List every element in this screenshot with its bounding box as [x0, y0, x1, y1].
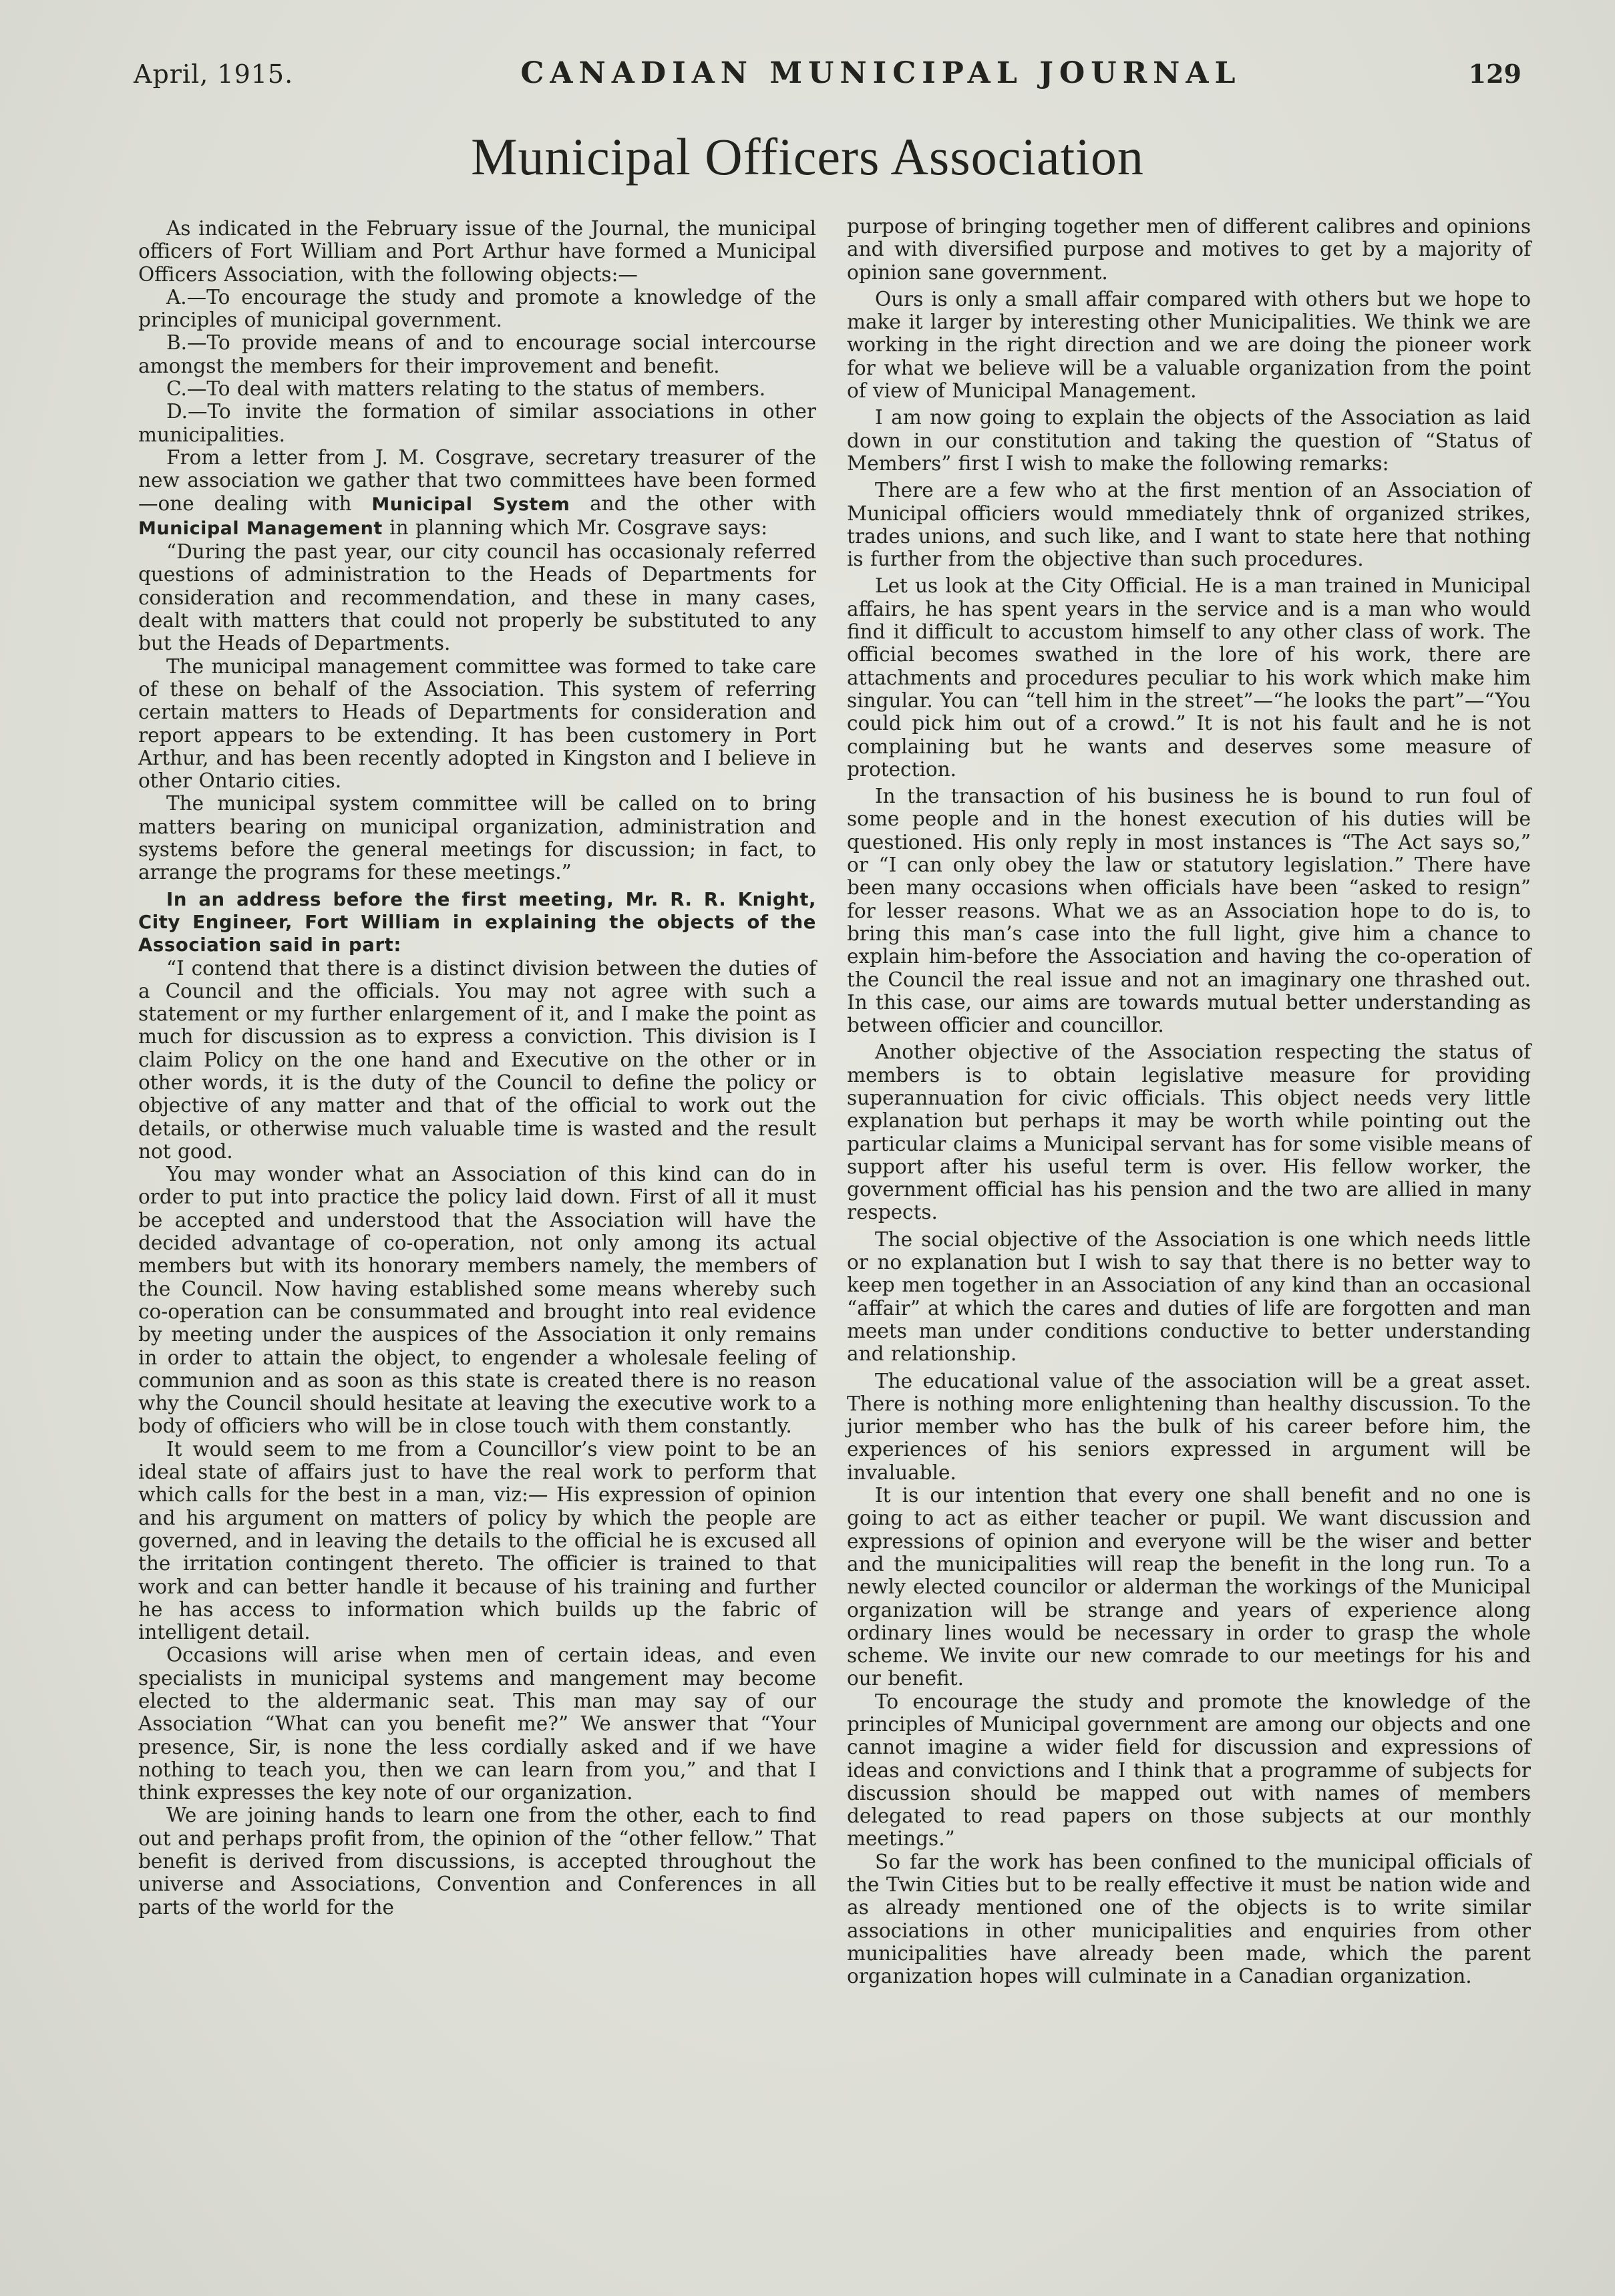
body-paragraph: Let us look at the City Official. He is a man trained in Municipal affairs, he has spent years in the service and is a man who would find it difficult to accustom himself to any other class of work. The official becomes swathed in the lore of his work, there are attachments and procedures peculiar to his work which make him singular. You can “tell him in the street”—“he looks the part”—“You could pick him out of a crowd.” It is not his fault and he is not complaining but he wants and deserves some measure of protection. [847, 574, 1531, 781]
letter-text-b: and the other with [590, 492, 816, 515]
objects-list-item: C.—To deal with matters relating to the status of members. [166, 377, 766, 401]
right-column [847, 215, 1531, 1988]
body-paragraph: The educational value of the association will be a great asset. There is nothing more enlightening than healthy discussion. To the jurior member who has the bulk of his career before him, the experiences of his seniors expressed in argument will be invaluable. [847, 1369, 1531, 1484]
body-paragraph: It would seem to me from a Councillor’s view point to be an ideal state of affairs just to have the real work to perform that which calls for the best in a man, viz:— His expression of opinion and his argument on matters of policy by which the people are governed, and in leaving the details to the official he is excused all the irritation contingent thereto. The officier is trained to that work and can better handle it because of his training and further he has access to information which builds up the fabric of intelligent detail. [138, 1437, 816, 1644]
body-paragraph: You may wonder what an Association of this kind can do in order to put into practice the policy laid down. First of all it must be accepted and understood that the Association will have the decided advantage of co-operation, not only among its actual members but with its honorary members namely, the members of the Council. Now having established some means whereby such co-operation can be consummated and brought into real evidence by meeting under the auspices of the Association it only remains in order to attain the object, to engender a wholesale feeling of communion and as soon as this state is created there is no reason why the Council should hesitate at leaving the executive work to a body of officiers who will be in close touch with them constantly. [138, 1163, 816, 1438]
left-column [138, 217, 816, 1919]
body-paragraph: I am now going to explain the objects of the Association as laid down in our constitution and taking the question of “Status of Members” first I wish to make the following remarks: [847, 406, 1531, 475]
body-paragraph: Occasions will arise when men of certain ideas, and even specialists in municipal systems and mangement may become elected to the aldermanic seat. This man may say of our Association “What can you benefit me?” We answer that “Your presence, Sir, is none the less cordially asked and if we have nothing to teach you, then we can learn from you,” and that I think expresses the key note of our organization. [138, 1644, 816, 1804]
body-paragraph: The social objective of the Association is one which needs little or no explanation but I wish to say that there is no better way to keep men together in an Association of any kind than an occasional “affair” at which the cares and duties of life are forgotten and man meets man under conditions conductive to better understanding and relationship. [847, 1227, 1531, 1366]
body-paragraph: There are a few who at the first mention of an Association of Municipal officiers would mmediately thnk of organized strikes, trades unions, and such like, and I want to state here that nothing is further from the objective than such procedures. [847, 479, 1531, 571]
journal-name: CANADIAN MUNICIPAL JOURNAL [520, 56, 1242, 90]
intro-paragraph: As indicated in the February issue of the Journal, the municipal officers of Fort William and Port Arthur have formed a Municipal Officers Association, with the following objects:— [138, 217, 816, 286]
body-paragraph: In the transaction of his business he is bound to run foul of some people and in the honest execution of his duties will be questioned. His only reply in most instances is “The Act says so,” or “I can only obey the law or statutory legislation.” There have been many occasions when officials have been “asked to resign” for lesser reasons. What we as an Association hope to do is, to bring this man’s case into the full light, give him a chance to explain him-before the Association and having the co-operation of the Council the real issue and not an imaginary one thrashed out. In this case, our aims are towards mutual better understanding as between officier and councillor. [847, 785, 1531, 1037]
knight-intro-paragraph: In an address before the first meeting, Mr. R. R. Knight, City Engineer, Fort William in explaining the objects of the Association said in part: [138, 888, 816, 956]
body-paragraph: The municipal system committee will be called on to bring matters bearing on municipal organization, administration and systems before the general meetings for discussion; in fact, to arrange the programs for these meetings.” [138, 792, 816, 884]
body-paragraph: We are joining hands to learn one from the other, each to find out and perhaps profit from, the opinion of the “other fellow.” That benefit is derived from discussions, is accepted throughout the universe and Associations, Convention and Conferences in all parts of the world for the [138, 1804, 816, 1919]
body-paragraph: So far the work has been confined to the municipal officials of the Twin Cities but to be really effective it must be nation wide and as already mentioned one of the objects is to write similar associations in other municipalities and enquiries from other municipalities have already been made, which the parent organization hopes will culminate in a Canadian organization. [847, 1850, 1531, 1988]
continued-paragraph: purpose of bringing together men of different calibres and opinions and with diversified purpose and motives to get by a majority of opinion sane government. [847, 215, 1531, 284]
running-header [134, 56, 1521, 96]
letter-text-c: in planning which Mr. Cosgrave says: [389, 516, 768, 539]
letter-text-a: From a letter from J. M. Cosgrave, secretary treasurer of the new association we gather that two committees have been formed—one dealing with [138, 445, 816, 515]
body-paragraph: Ours is only a small affair compared with others but we hope to make it larger by interesting other Municipalities. We think we are working in the right direction and we are doing the pioneer work for what we believe will be a valuable organization from the point of view of Municipal Management. [847, 287, 1531, 403]
body-paragraph: It is our intention that every one shall benefit and no one is going to act as either teacher or pupil. We want discussion and expressions of opinion and everyone will be the wiser and better and the municipalities will reap the benefit in the long run. To a newly elected councilor or alderman the workings of the Municipal organization will be strange and years of experience along ordinary lines would be necessary in order to grasp the whole scheme. We invite our new comrade to our meetings for his and our benefit. [847, 1484, 1531, 1690]
body-paragraph: “During the past year, our city council has occasionaly referred questions of administration to the Heads of Departments for consideration and recommendation, and these in many cases, dealt with matters that could not properly be substituted to any but the Heads of Departments. [138, 540, 816, 655]
body-paragraph: Another objective of the Association respecting the status of members is to obtain legislative measure for providing superannuation for civic officials. This object needs very little explanation but perhaps it may be worth while pointing out the particular claims a Municipal servant has for some visible means of support after his useful term is over. His fellow worker, the government official has his pension and the two are allied in many respects. [847, 1040, 1531, 1224]
body-paragraph: “I contend that there is a distinct division between the duties of a Council and the officials. You may not agree with such a statement or my further enlargement of it, and I make the point as much for discussion as to express a conviction. This division is I claim Policy on the one hand and Executive on the other or in other words, it is the duty of the Council to define the policy or objective of any matter and that of the official to work out the details, or otherwise much valuable time is wasted and the result not good. [138, 956, 816, 1163]
objects-list-item: D.—To invite the formation of similar associations in other municipalities. [138, 400, 816, 446]
term-municipal-management: Municipal Management [138, 518, 383, 539]
objects-list-item: B.—To provide means of and to encourage social intercourse amongst the members for their improvement and benefit. [138, 331, 816, 377]
page-number: 129 [1468, 59, 1521, 89]
body-paragraph: The municipal management committee was formed to take care of these on behalf of the Association. This system of referring certain matters to Heads of Departments for consideration and report appears to be extending. It has been customery in Port Arthur, and has been recently adopted in Kingston and I believe in other Ontario cities. [138, 654, 816, 793]
term-municipal-system: Municipal System [371, 494, 570, 515]
objects-list-item: A.—To encourage the study and promote a knowledge of the principles of municipal government. [138, 285, 816, 332]
body-paragraph: To encourage the study and promote the knowledge of the principles of Municipal government are among our objects and one cannot imagine a wider field for discussion and expressions of ideas and convictions and I think that a programme of subjects for discussion should be mapped out with names of members delegated to read papers on those subjects at our monthly meetings.” [847, 1690, 1531, 1851]
issue-date: April, 1915. [134, 59, 294, 89]
article-title: Municipal Officers Association [471, 128, 1144, 186]
cosgrave-letter-paragraph [138, 446, 816, 540]
